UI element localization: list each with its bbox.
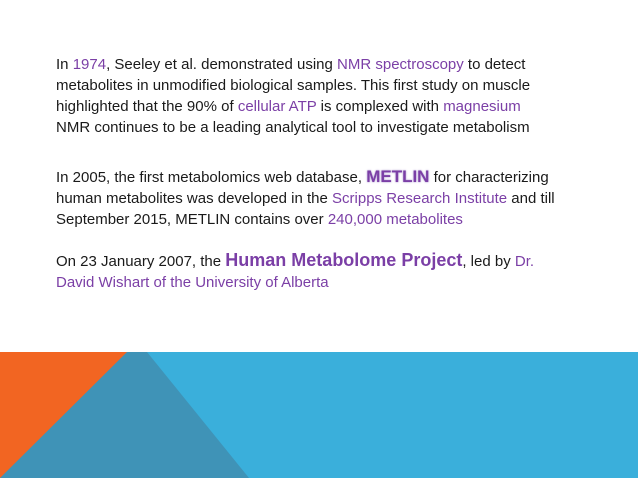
text-line xyxy=(56,166,555,188)
text-line xyxy=(56,117,530,138)
text-line xyxy=(56,96,530,117)
text-span: , led by xyxy=(462,253,515,270)
highlight-human-metabolome-project: Human Metabolome Project xyxy=(225,250,463,270)
highlight-scripps: Scripps Research Institute xyxy=(332,190,508,207)
highlight-cellular-atp: cellular ATP xyxy=(237,98,317,115)
text-line xyxy=(56,272,534,293)
paragraph-nmr-history xyxy=(56,54,530,138)
text-line xyxy=(56,209,555,230)
highlight-magnesium: magnesium xyxy=(443,98,521,115)
text-span: and till xyxy=(507,190,555,207)
text-span: In xyxy=(56,56,73,73)
text-line xyxy=(56,250,534,272)
paragraph-hmp xyxy=(56,250,534,293)
text-span: for characterizing xyxy=(429,169,549,186)
text-span: On 23 January 2007, the xyxy=(56,253,226,270)
paragraph-metlin xyxy=(56,166,555,230)
text-span: September 2015, METLIN contains over xyxy=(56,211,328,228)
text-span: metabolites in unmodified biological samples. This first study on muscle xyxy=(56,77,531,94)
highlight-nmr-spectroscopy: NMR spectroscopy xyxy=(337,56,464,73)
text-span: is complexed with xyxy=(316,98,444,115)
highlight-year-1974: 1974 xyxy=(72,56,107,73)
text-line xyxy=(56,188,555,209)
text-line xyxy=(56,75,530,96)
highlight-dr: Dr. xyxy=(514,253,535,270)
text-span: NMR continues to be a leading analytical tool to investigate metabolism xyxy=(56,119,530,136)
text-span: to detect xyxy=(463,56,526,73)
text-span: , Seeley et al. demonstrated using xyxy=(106,56,338,73)
highlight-metlin: METLIN xyxy=(366,167,430,186)
text-span: human metabolites was developed in the xyxy=(56,190,333,207)
text-span: In 2005, the first metabolomics web database, xyxy=(56,169,367,186)
highlight-david-wishart: David Wishart of the University of Alberta xyxy=(56,274,329,291)
highlight-metabolite-count: 240,000 metabolites xyxy=(327,211,463,228)
text-line xyxy=(56,54,530,75)
text-span: highlighted that the 90% of xyxy=(56,98,238,115)
decorative-footer xyxy=(0,352,638,478)
